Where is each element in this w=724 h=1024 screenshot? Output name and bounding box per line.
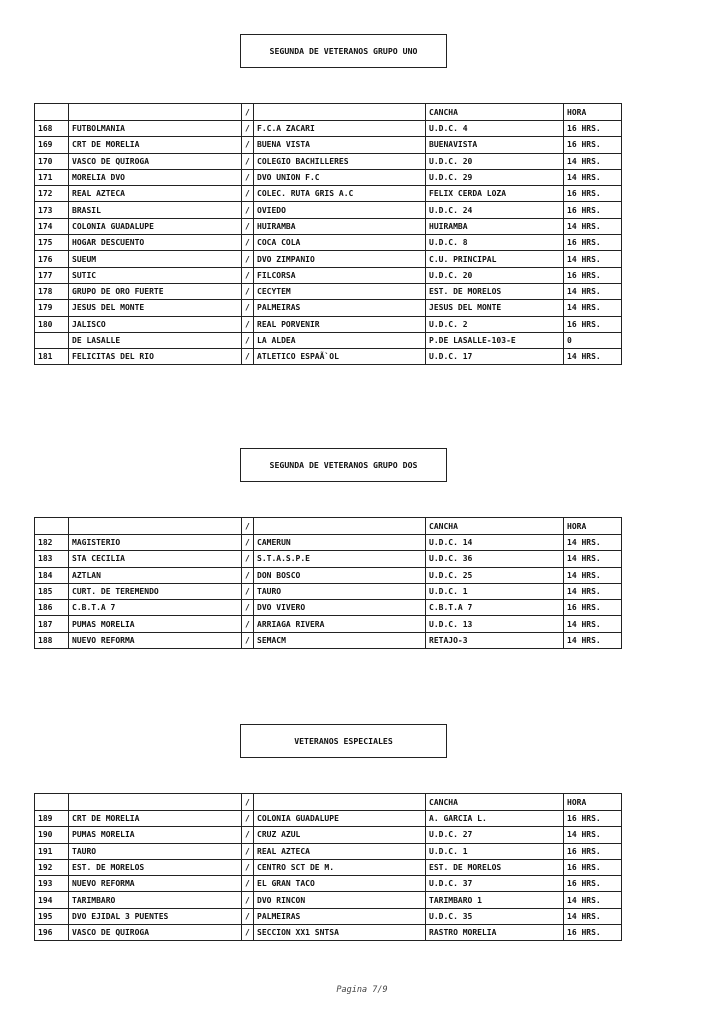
home-team-cell: REAL AZTECA [69, 186, 242, 202]
home-team-cell: VASCO DE QUIROGA [69, 153, 242, 169]
match-number-cell: 169 [35, 137, 69, 153]
table-header-row [35, 794, 622, 811]
away-team-cell: REAL PORVENIR [254, 316, 426, 332]
hour-cell: 16 HRS. [564, 925, 622, 941]
fixture-table-grupo-uno [34, 103, 622, 365]
table-row [35, 332, 622, 348]
table-row [35, 300, 622, 316]
table-row [35, 251, 622, 267]
match-number-cell: 196 [35, 925, 69, 941]
hour-cell: 16 HRS. [564, 235, 622, 251]
hour-cell: HORA [564, 518, 622, 535]
separator-cell: / [242, 169, 254, 185]
hour-cell: 14 HRS. [564, 567, 622, 583]
separator-cell: / [242, 811, 254, 827]
field-cell: U.D.C. 29 [426, 169, 564, 185]
away-team-cell: DVO ZIMPANIO [254, 251, 426, 267]
match-number-cell: 185 [35, 583, 69, 599]
section-title-veteranos-especiales: VETERANOS ESPECIALES [240, 724, 447, 758]
away-team-cell: SEMACM [254, 632, 426, 648]
table-row [35, 843, 622, 859]
hour-cell: 14 HRS. [564, 349, 622, 365]
table-row [35, 811, 622, 827]
home-team-cell: DE LASALLE [69, 332, 242, 348]
table-row [35, 137, 622, 153]
away-team-cell: EL GRAN TACO [254, 876, 426, 892]
away-team-cell: S.T.A.S.P.E [254, 551, 426, 567]
match-number-cell [35, 794, 69, 811]
table-row [35, 349, 622, 365]
match-number-cell: 188 [35, 632, 69, 648]
separator-cell: / [242, 267, 254, 283]
separator-cell: / [242, 349, 254, 365]
separator-cell: / [242, 616, 254, 632]
separator-cell: / [242, 827, 254, 843]
separator-cell: / [242, 583, 254, 599]
table-row [35, 632, 622, 648]
table-row [35, 202, 622, 218]
field-cell: CANCHA [426, 104, 564, 121]
home-team-cell: EST. DE MORELOS [69, 859, 242, 875]
hour-cell: 16 HRS. [564, 811, 622, 827]
home-team-cell: CRT DE MORELIA [69, 137, 242, 153]
separator-cell: / [242, 567, 254, 583]
table-row [35, 827, 622, 843]
hour-cell: 16 HRS. [564, 876, 622, 892]
away-team-cell: CRUZ AZUL [254, 827, 426, 843]
hour-cell: 14 HRS. [564, 251, 622, 267]
field-cell: A. GARCIA L. [426, 811, 564, 827]
hour-cell: 14 HRS. [564, 283, 622, 299]
field-cell: P.DE LASALLE-103-E [426, 332, 564, 348]
separator-cell: / [242, 925, 254, 941]
field-cell: U.D.C. 25 [426, 567, 564, 583]
section-title-grupo-uno: SEGUNDA DE VETERANOS GRUPO UNO [240, 34, 447, 68]
field-cell: U.D.C. 35 [426, 908, 564, 924]
separator-cell: / [242, 218, 254, 234]
away-team-cell: F.C.A ZACARI [254, 121, 426, 137]
home-team-cell: VASCO DE QUIROGA [69, 925, 242, 941]
home-team-cell: MORELIA DVO [69, 169, 242, 185]
away-team-cell: PALMEIRAS [254, 908, 426, 924]
home-team-cell: CURT. DE TEREMENDO [69, 583, 242, 599]
home-team-cell: BRASIL [69, 202, 242, 218]
match-number-cell: 195 [35, 908, 69, 924]
home-team-cell: CRT DE MORELIA [69, 811, 242, 827]
hour-cell: 14 HRS. [564, 218, 622, 234]
hour-cell: 16 HRS. [564, 186, 622, 202]
match-number-cell [35, 332, 69, 348]
table-row [35, 908, 622, 924]
table-row [35, 876, 622, 892]
separator-cell: / [242, 300, 254, 316]
hour-cell: 16 HRS. [564, 202, 622, 218]
match-number-cell: 182 [35, 535, 69, 551]
table-row [35, 551, 622, 567]
separator-cell: / [242, 794, 254, 811]
match-number-cell: 180 [35, 316, 69, 332]
away-team-cell: DON BOSCO [254, 567, 426, 583]
field-cell: C.B.T.A 7 [426, 600, 564, 616]
away-team-cell: FILCORSA [254, 267, 426, 283]
table-row [35, 567, 622, 583]
match-number-cell: 168 [35, 121, 69, 137]
table-row [35, 925, 622, 941]
home-team-cell: TAURO [69, 843, 242, 859]
table-row [35, 535, 622, 551]
home-team-cell: FELICITAS DEL RIO [69, 349, 242, 365]
table-row [35, 169, 622, 185]
hour-cell: 14 HRS. [564, 583, 622, 599]
match-number-cell: 170 [35, 153, 69, 169]
away-team-cell [254, 518, 426, 535]
hour-cell: 14 HRS. [564, 153, 622, 169]
field-cell: EST. DE MORELOS [426, 859, 564, 875]
separator-cell: / [242, 859, 254, 875]
table-row [35, 616, 622, 632]
separator-cell: / [242, 551, 254, 567]
match-number-cell: 179 [35, 300, 69, 316]
field-cell: RASTRO MORELIA [426, 925, 564, 941]
home-team-cell: AZTLAN [69, 567, 242, 583]
match-number-cell: 176 [35, 251, 69, 267]
fixture-table-veteranos-especiales [34, 793, 622, 941]
match-number-cell: 175 [35, 235, 69, 251]
match-number-cell [35, 518, 69, 535]
home-team-cell: HOGAR DESCUENTO [69, 235, 242, 251]
home-team-cell: NUEVO REFORMA [69, 876, 242, 892]
separator-cell: / [242, 843, 254, 859]
separator-cell: / [242, 632, 254, 648]
match-number-cell [35, 104, 69, 121]
match-number-cell: 189 [35, 811, 69, 827]
field-cell: HUIRAMBA [426, 218, 564, 234]
separator-cell: / [242, 121, 254, 137]
match-number-cell: 184 [35, 567, 69, 583]
separator-cell: / [242, 892, 254, 908]
match-number-cell: 171 [35, 169, 69, 185]
fixture-table-grupo-dos [34, 517, 622, 649]
home-team-cell [69, 518, 242, 535]
table-row [35, 121, 622, 137]
separator-cell: / [242, 283, 254, 299]
field-cell: U.D.C. 2 [426, 316, 564, 332]
away-team-cell: ARRIAGA RIVERA [254, 616, 426, 632]
field-cell: TARIMBARO 1 [426, 892, 564, 908]
hour-cell: 16 HRS. [564, 267, 622, 283]
away-team-cell: TAURO [254, 583, 426, 599]
hour-cell: 14 HRS. [564, 551, 622, 567]
hour-cell: 14 HRS. [564, 632, 622, 648]
field-cell: U.D.C. 24 [426, 202, 564, 218]
away-team-cell: OVIEDO [254, 202, 426, 218]
table-row [35, 218, 622, 234]
separator-cell: / [242, 186, 254, 202]
table-row [35, 583, 622, 599]
field-cell: C.U. PRINCIPAL [426, 251, 564, 267]
away-team-cell: HUIRAMBA [254, 218, 426, 234]
away-team-cell: LA ALDEA [254, 332, 426, 348]
match-number-cell: 183 [35, 551, 69, 567]
table-row [35, 283, 622, 299]
separator-cell: / [242, 332, 254, 348]
field-cell: EST. DE MORELOS [426, 283, 564, 299]
match-number-cell: 178 [35, 283, 69, 299]
away-team-cell: CAMERUN [254, 535, 426, 551]
away-team-cell: DVO UNION F.C [254, 169, 426, 185]
field-cell: CANCHA [426, 518, 564, 535]
hour-cell: 14 HRS. [564, 616, 622, 632]
hour-cell: HORA [564, 104, 622, 121]
match-number-cell: 186 [35, 600, 69, 616]
table-row [35, 267, 622, 283]
separator-cell: / [242, 518, 254, 535]
hour-cell: 14 HRS. [564, 827, 622, 843]
match-number-cell: 191 [35, 843, 69, 859]
field-cell: JESUS DEL MONTE [426, 300, 564, 316]
home-team-cell: SUEUM [69, 251, 242, 267]
hour-cell: 16 HRS. [564, 843, 622, 859]
hour-cell: 16 HRS. [564, 859, 622, 875]
hour-cell: 14 HRS. [564, 892, 622, 908]
field-cell: U.D.C. 20 [426, 267, 564, 283]
home-team-cell [69, 794, 242, 811]
table-row [35, 600, 622, 616]
home-team-cell: PUMAS MORELIA [69, 827, 242, 843]
away-team-cell: CECYTEM [254, 283, 426, 299]
home-team-cell: COLONIA GUADALUPE [69, 218, 242, 234]
field-cell: CANCHA [426, 794, 564, 811]
match-number-cell: 177 [35, 267, 69, 283]
match-number-cell: 190 [35, 827, 69, 843]
separator-cell: / [242, 535, 254, 551]
home-team-cell: STA CECILIA [69, 551, 242, 567]
separator-cell: / [242, 104, 254, 121]
field-cell: U.D.C. 1 [426, 843, 564, 859]
separator-cell: / [242, 153, 254, 169]
match-number-cell: 194 [35, 892, 69, 908]
away-team-cell: COLEGIO BACHILLERES [254, 153, 426, 169]
field-cell: RETAJO-3 [426, 632, 564, 648]
away-team-cell: PALMEIRAS [254, 300, 426, 316]
field-cell: U.D.C. 17 [426, 349, 564, 365]
hour-cell: 14 HRS. [564, 908, 622, 924]
hour-cell: 14 HRS. [564, 300, 622, 316]
field-cell: U.D.C. 4 [426, 121, 564, 137]
field-cell: U.D.C. 13 [426, 616, 564, 632]
home-team-cell: JESUS DEL MONTE [69, 300, 242, 316]
home-team-cell: TARIMBARO [69, 892, 242, 908]
home-team-cell [69, 104, 242, 121]
away-team-cell: DVO RINCON [254, 892, 426, 908]
away-team-cell: COCA COLA [254, 235, 426, 251]
away-team-cell: ATLETICO ESPAÃ`OL [254, 349, 426, 365]
home-team-cell: C.B.T.A 7 [69, 600, 242, 616]
home-team-cell: FUTBOLMANIA [69, 121, 242, 137]
table-row [35, 316, 622, 332]
away-team-cell: COLONIA GUADALUPE [254, 811, 426, 827]
match-number-cell: 172 [35, 186, 69, 202]
home-team-cell: SUTIC [69, 267, 242, 283]
away-team-cell: COLEC. RUTA GRIS A.C [254, 186, 426, 202]
separator-cell: / [242, 600, 254, 616]
field-cell: U.D.C. 20 [426, 153, 564, 169]
field-cell: BUENAVISTA [426, 137, 564, 153]
separator-cell: / [242, 876, 254, 892]
home-team-cell: PUMAS MORELIA [69, 616, 242, 632]
separator-cell: / [242, 235, 254, 251]
separator-cell: / [242, 202, 254, 218]
separator-cell: / [242, 316, 254, 332]
hour-cell: HORA [564, 794, 622, 811]
separator-cell: / [242, 908, 254, 924]
away-team-cell: DVO VIVERO [254, 600, 426, 616]
hour-cell: 16 HRS. [564, 316, 622, 332]
table-row [35, 859, 622, 875]
match-number-cell: 192 [35, 859, 69, 875]
table-row [35, 235, 622, 251]
table-header-row [35, 518, 622, 535]
field-cell: FELIX CERDA LOZA [426, 186, 564, 202]
table-row [35, 892, 622, 908]
field-cell: U.D.C. 1 [426, 583, 564, 599]
away-team-cell [254, 104, 426, 121]
away-team-cell: REAL AZTECA [254, 843, 426, 859]
match-number-cell: 193 [35, 876, 69, 892]
field-cell: U.D.C. 27 [426, 827, 564, 843]
separator-cell: / [242, 137, 254, 153]
field-cell: U.D.C. 8 [426, 235, 564, 251]
table-row [35, 153, 622, 169]
match-number-cell: 181 [35, 349, 69, 365]
away-team-cell: BUENA VISTA [254, 137, 426, 153]
home-team-cell: NUEVO REFORMA [69, 632, 242, 648]
page-number: Pagina 7/9 [336, 985, 388, 995]
separator-cell: / [242, 251, 254, 267]
home-team-cell: MAGISTERIO [69, 535, 242, 551]
field-cell: U.D.C. 37 [426, 876, 564, 892]
table-header-row [35, 104, 622, 121]
hour-cell: 0 [564, 332, 622, 348]
table-row [35, 186, 622, 202]
match-number-cell: 187 [35, 616, 69, 632]
match-number-cell: 174 [35, 218, 69, 234]
away-team-cell [254, 794, 426, 811]
hour-cell: 14 HRS. [564, 535, 622, 551]
section-title-grupo-dos: SEGUNDA DE VETERANOS GRUPO DOS [240, 448, 447, 482]
home-team-cell: GRUPO DE ORO FUERTE [69, 283, 242, 299]
away-team-cell: CENTRO SCT DE M. [254, 859, 426, 875]
hour-cell: 16 HRS. [564, 137, 622, 153]
away-team-cell: SECCION XX1 SNTSA [254, 925, 426, 941]
field-cell: U.D.C. 36 [426, 551, 564, 567]
home-team-cell: JALISCO [69, 316, 242, 332]
field-cell: U.D.C. 14 [426, 535, 564, 551]
home-team-cell: DVO EJIDAL 3 PUENTES [69, 908, 242, 924]
hour-cell: 14 HRS. [564, 169, 622, 185]
hour-cell: 16 HRS. [564, 121, 622, 137]
match-number-cell: 173 [35, 202, 69, 218]
hour-cell: 16 HRS. [564, 600, 622, 616]
